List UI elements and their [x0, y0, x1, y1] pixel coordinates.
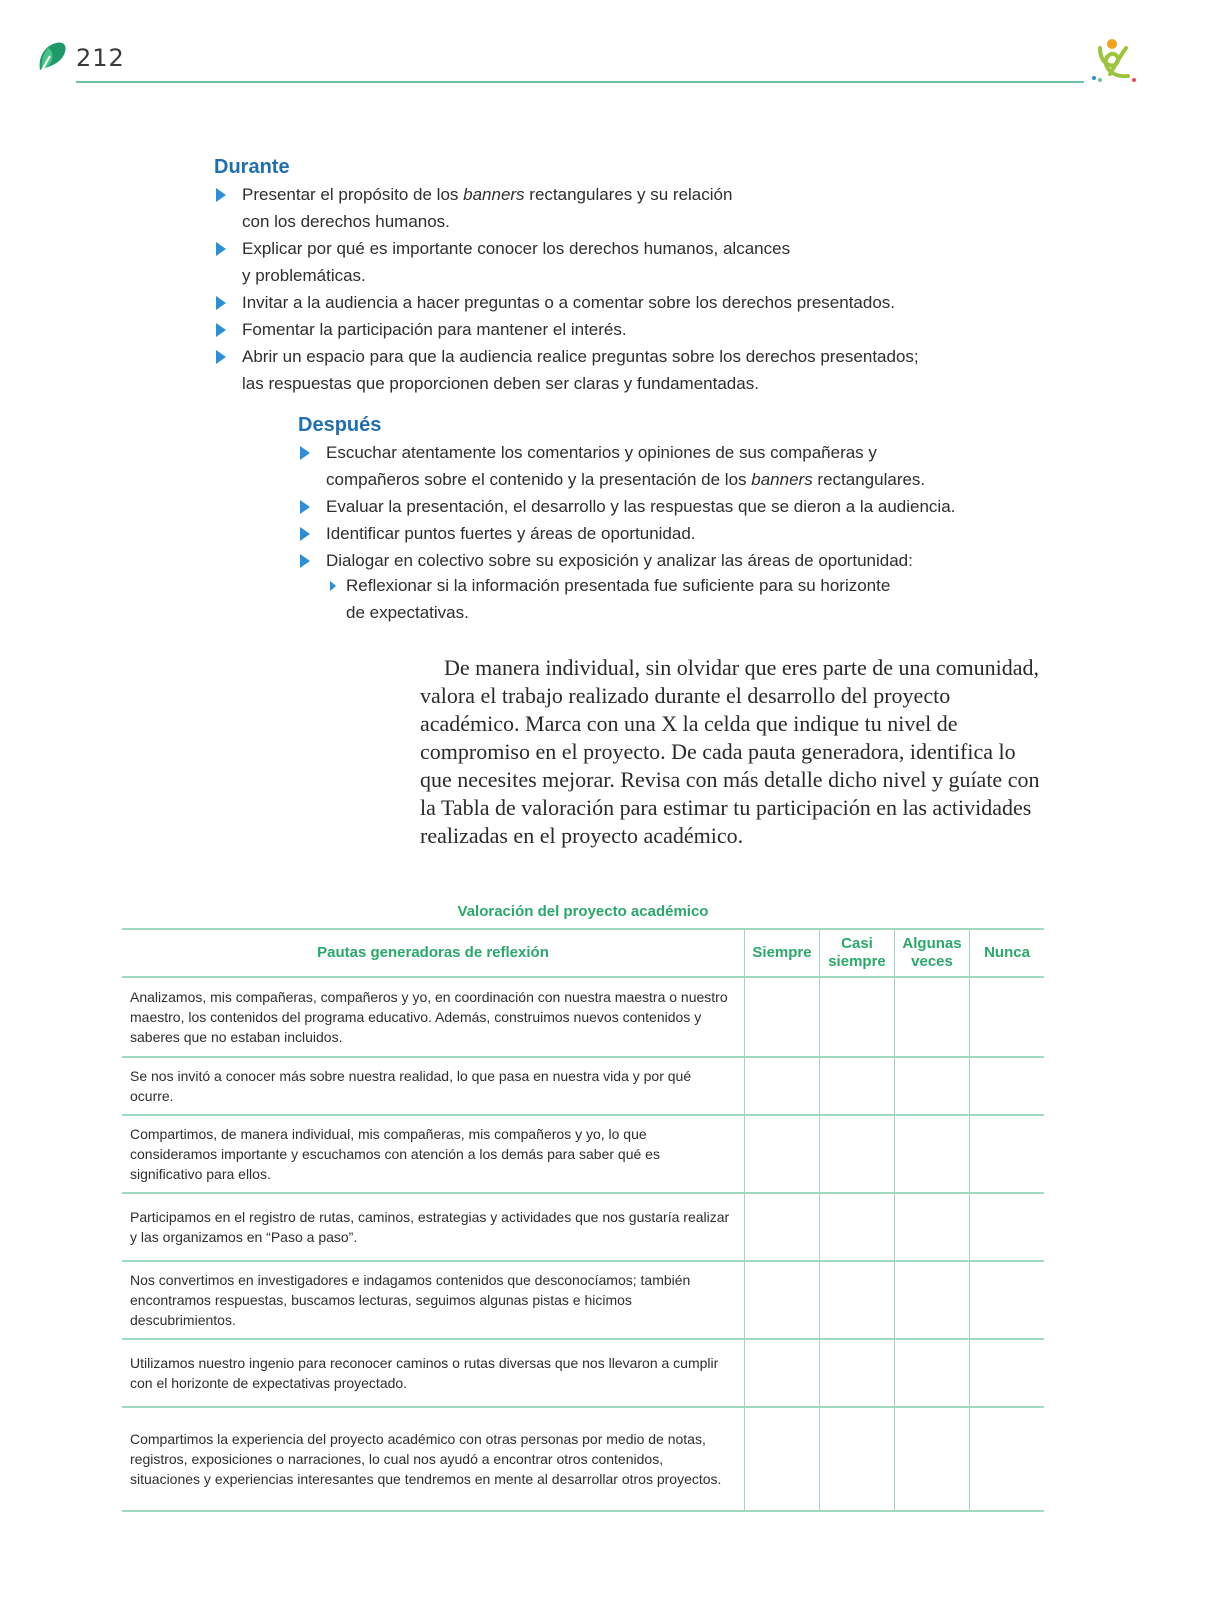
criteria-cell: Compartimos la experiencia del proyecto académico con otras personas por medio de notas, registros, exposiciones o narraciones, lo cual nos ayudó a encontrar otros contenidos, situaciones y experiencias interesantes que tendremos en mente al desarrollar otros proyectos.: [122, 1407, 745, 1511]
mark-cell-nunca[interactable]: [970, 1339, 1045, 1407]
triangle-bullet-icon: [300, 554, 310, 568]
page-header: [0, 0, 1214, 100]
table-row: [122, 1057, 1044, 1115]
mark-cell-siempre[interactable]: [745, 1339, 820, 1407]
mark-cell-siempre[interactable]: [745, 1407, 820, 1511]
list-item: Fomentar la participación para mantener el interés.: [214, 316, 934, 343]
list-item: Escuchar atentamente los comentarios y opiniones de sus compañeras y compañeros sobre el contenido y la presentación de los banners rectangulares.: [298, 439, 1018, 493]
table-caption: Valoración del proyecto académico: [457, 903, 709, 920]
mark-cell-nunca[interactable]: [970, 977, 1045, 1057]
criteria-cell: Utilizamos nuestro ingenio para reconocer caminos o rutas diversas que nos llevaron a cumplir con el horizonte de expectativas proyectado.: [122, 1339, 745, 1407]
mark-cell-nunca[interactable]: [970, 1115, 1045, 1193]
table-row: [122, 1193, 1044, 1261]
despues-sublist: [328, 572, 968, 626]
table-row: [122, 1339, 1044, 1407]
figure-logo-icon: [1086, 34, 1142, 90]
mark-cell-casi-siempre[interactable]: [820, 1407, 895, 1511]
mark-cell-nunca[interactable]: [970, 1193, 1045, 1261]
mark-cell-casi-siempre[interactable]: [820, 1261, 895, 1339]
mark-cell-nunca[interactable]: [970, 1407, 1045, 1511]
table-header-row: [122, 929, 1044, 977]
mark-cell-algunas-veces[interactable]: [895, 1193, 970, 1261]
table-row: [122, 1261, 1044, 1339]
small-triangle-bullet-icon: [330, 581, 336, 591]
page-number: 212: [76, 44, 125, 72]
mark-cell-casi-siempre[interactable]: [820, 1193, 895, 1261]
mark-cell-siempre[interactable]: [745, 1115, 820, 1193]
triangle-bullet-icon: [216, 242, 226, 256]
list-item: Evaluar la presentación, el desarrollo y las respuestas que se dieron a la audiencia.: [298, 493, 1018, 520]
mark-cell-casi-siempre[interactable]: [820, 977, 895, 1057]
table-row: [122, 977, 1044, 1057]
despues-list: [298, 439, 1018, 574]
section-title-durante: Durante: [214, 156, 290, 178]
list-item: Reflexionar si la información presentada fue suficiente para su horizonte de expectativas.: [328, 572, 968, 626]
triangle-bullet-icon: [216, 350, 226, 364]
triangle-bullet-icon: [216, 188, 226, 202]
triangle-bullet-icon: [216, 323, 226, 337]
list-item: Dialogar en colectivo sobre su exposición y analizar las áreas de oportunidad:: [298, 547, 1018, 574]
instructions-paragraph: De manera individual, sin olvidar que eres parte de una comunidad, valora el trabajo realizado durante el desarrollo del proyecto académico. Marca con una X la celda que indique tu nivel de compromiso en el proyecto. De cada pauta generadora, identifica lo que necesites mejorar. Revisa con más detalle dicho nivel y guíate con la Tabla de valoración para estimar tu participación en las actividades realizadas en el proyecto académico.: [420, 655, 1040, 848]
list-item: Invitar a la audiencia a hacer preguntas o a comentar sobre los derechos presentados.: [214, 289, 934, 316]
header-casi-siempre: Casi siempre: [820, 929, 895, 977]
mark-cell-siempre[interactable]: [745, 1261, 820, 1339]
triangle-bullet-icon: [300, 500, 310, 514]
header-algunas-veces: Algunas veces: [895, 929, 970, 977]
section-title-despues: Después: [298, 414, 382, 436]
criteria-cell: Analizamos, mis compañeras, compañeros y yo, en coordinación con nuestra maestra o nuestro maestro, los contenidos del programa educativo. Además, construimos nuevos contenidos y saberes que no estaban incluidos.: [122, 977, 745, 1057]
list-item: Abrir un espacio para que la audiencia realice preguntas sobre los derechos presentados; las respuestas que proporcionen deben ser claras y fundamentadas.: [214, 343, 934, 397]
triangle-bullet-icon: [300, 446, 310, 460]
mark-cell-siempre[interactable]: [745, 977, 820, 1057]
mark-cell-casi-siempre[interactable]: [820, 1115, 895, 1193]
leaf-icon: [36, 40, 68, 74]
header-rule: [76, 81, 1084, 83]
criteria-cell: Nos convertimos en investigadores e indagamos contenidos que desconocíamos; también encontramos respuestas, buscamos lecturas, seguimos algunas pistas e hicimos descubrimientos.: [122, 1261, 745, 1339]
mark-cell-nunca[interactable]: [970, 1261, 1045, 1339]
header-criteria: Pautas generadoras de reflexión: [122, 929, 745, 977]
mark-cell-siempre[interactable]: [745, 1057, 820, 1115]
mark-cell-algunas-veces[interactable]: [895, 1407, 970, 1511]
list-item: Explicar por qué es importante conocer los derechos humanos, alcances y problemáticas.: [214, 235, 934, 289]
criteria-cell: Se nos invitó a conocer más sobre nuestra realidad, lo que pasa en nuestra vida y por qué ocurre.: [122, 1057, 745, 1115]
header-nunca: Nunca: [970, 929, 1045, 977]
mark-cell-algunas-veces[interactable]: [895, 1339, 970, 1407]
triangle-bullet-icon: [300, 527, 310, 541]
triangle-bullet-icon: [216, 296, 226, 310]
table-row: [122, 1115, 1044, 1193]
mark-cell-siempre[interactable]: [745, 1193, 820, 1261]
mark-cell-nunca[interactable]: [970, 1057, 1045, 1115]
mark-cell-algunas-veces[interactable]: [895, 1115, 970, 1193]
criteria-cell: Compartimos, de manera individual, mis compañeras, mis compañeros y yo, lo que consideramos importante y escuchamos con atención a los demás para saber qué es significativo para ellos.: [122, 1115, 745, 1193]
mark-cell-algunas-veces[interactable]: [895, 1261, 970, 1339]
list-item: Presentar el propósito de los banners rectangulares y su relación con los derechos humanos.: [214, 181, 934, 235]
mark-cell-casi-siempre[interactable]: [820, 1339, 895, 1407]
criteria-cell: Participamos en el registro de rutas, caminos, estrategias y actividades que nos gustaría realizar y las organizamos en “Paso a paso”.: [122, 1193, 745, 1261]
valuation-table: [122, 928, 1044, 1512]
mark-cell-casi-siempre[interactable]: [820, 1057, 895, 1115]
list-item: Identificar puntos fuertes y áreas de oportunidad.: [298, 520, 1018, 547]
header-siempre: Siempre: [745, 929, 820, 977]
mark-cell-algunas-veces[interactable]: [895, 1057, 970, 1115]
durante-list: [214, 181, 934, 397]
table-row: [122, 1407, 1044, 1511]
mark-cell-algunas-veces[interactable]: [895, 977, 970, 1057]
